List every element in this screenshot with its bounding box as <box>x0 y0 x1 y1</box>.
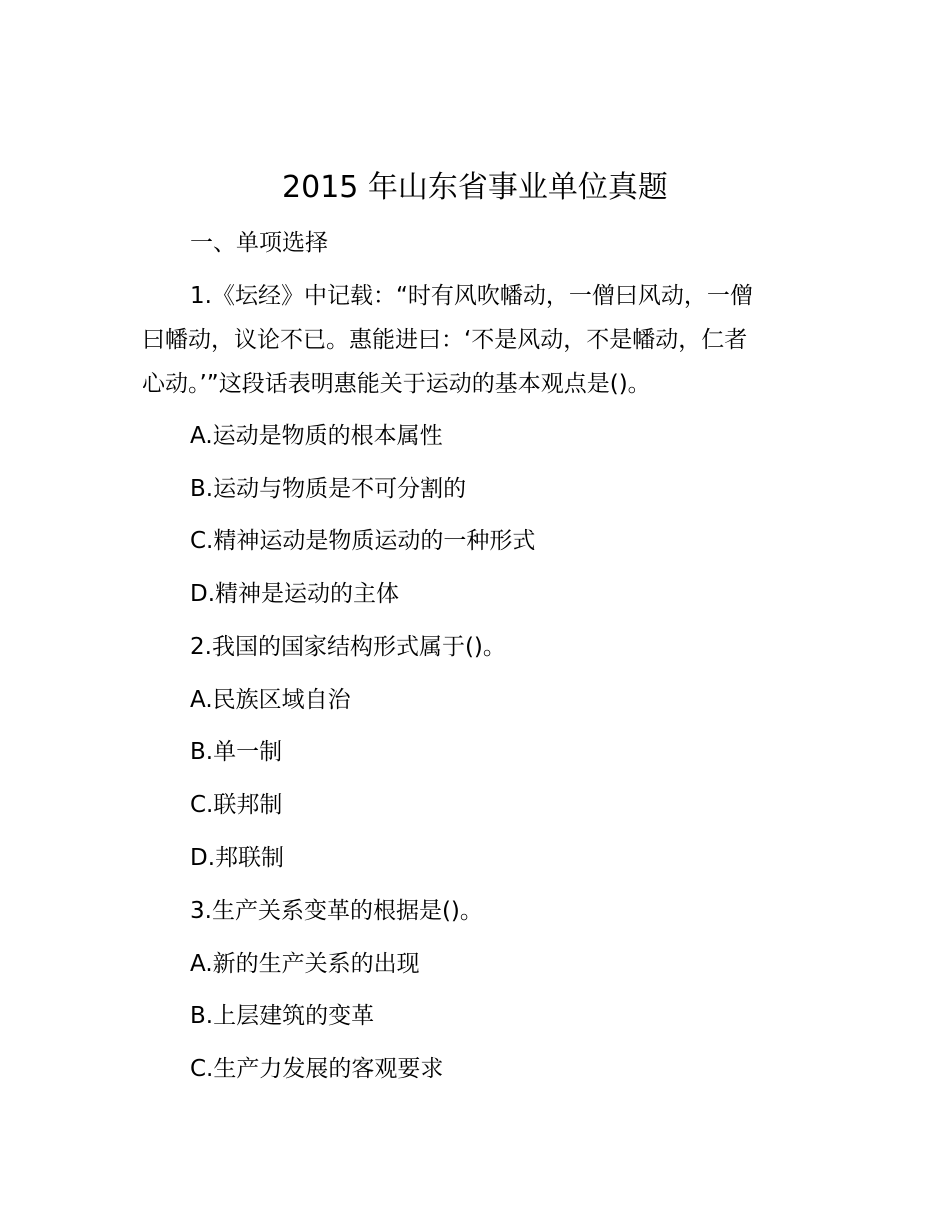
question-3-option-b: B.上层建筑的变革 <box>190 1003 375 1029</box>
question-1-stem-line-1: 1.《坛经》中记载：“时有风吹幡动，一僧曰风动，一僧 <box>190 283 753 309</box>
question-2-stem: 2.我国的国家结构形式属于()。 <box>190 634 506 660</box>
question-3-option-c: C.生产力发展的客观要求 <box>190 1056 444 1082</box>
question-1-option-c: C.精神运动是物质运动的一种形式 <box>190 528 536 554</box>
question-3-option-a: A.新的生产关系的出现 <box>190 951 420 977</box>
question-2-option-b: B.单一制 <box>190 739 283 765</box>
question-2-option-d: D.邦联制 <box>190 845 285 871</box>
question-1-stem-line-3: 心动。’”这段话表明惠能关于运动的基本观点是()。 <box>142 371 651 397</box>
document-title: 2015 年山东省事业单位真题 <box>282 170 668 205</box>
question-2-option-c: C.联邦制 <box>190 792 283 818</box>
question-1-option-d: D.精神是运动的主体 <box>190 581 400 607</box>
question-2-option-a: A.民族区域自治 <box>190 687 351 713</box>
section-heading: 一、单项选择 <box>190 230 328 256</box>
question-3-stem: 3.生产关系变革的根据是()。 <box>190 898 483 924</box>
question-1-stem-line-2: 曰幡动，议论不已。惠能进曰：‘不是风动，不是幡动，仁者 <box>142 327 748 353</box>
question-1-option-a: A.运动是物质的根本属性 <box>190 423 443 449</box>
question-1-option-b: B.运动与物质是不可分割的 <box>190 476 467 502</box>
